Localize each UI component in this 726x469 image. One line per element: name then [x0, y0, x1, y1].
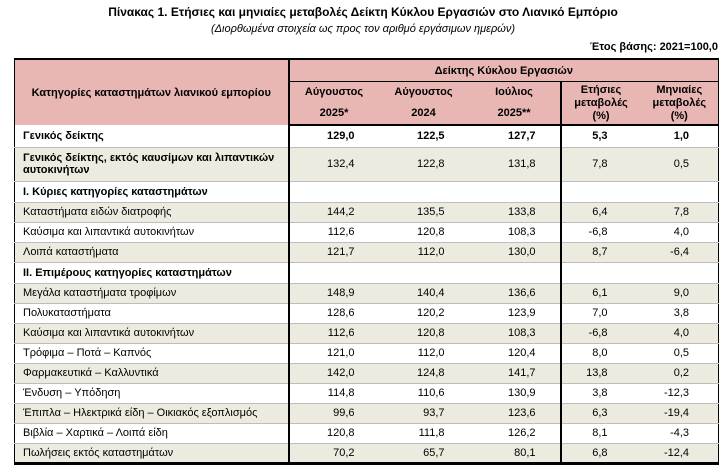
value-cell: -19,4 — [641, 403, 719, 423]
table-body — [15, 125, 719, 463]
column-header-categories: Κατηγορίες καταστημάτων λιανικού εμπορίου — [15, 59, 289, 125]
value-cell: 141,7 — [469, 363, 561, 383]
value-cell: 127,7 — [469, 125, 561, 147]
table-row — [15, 147, 719, 181]
value-cell: 112,6 — [289, 222, 379, 242]
category-cell: Ένδυση – Υπόδηση — [15, 383, 289, 403]
value-cell: 130,0 — [469, 242, 561, 262]
value-cell: 136,6 — [469, 283, 561, 303]
value-cell: 140,4 — [379, 283, 469, 303]
table-row — [15, 323, 719, 343]
value-cell: 131,8 — [469, 147, 561, 181]
value-cell: -12,3 — [641, 383, 719, 403]
value-cell: 3,8 — [561, 383, 641, 403]
column-header-line: (%) — [670, 109, 688, 122]
value-cell: 112,6 — [289, 323, 379, 343]
category-cell: Βιβλία – Χαρτικά – Λοιπά είδη — [15, 423, 289, 443]
value-cell: 4,0 — [641, 323, 719, 343]
value-cell: -6,8 — [561, 222, 641, 242]
value-cell: 120,8 — [379, 222, 469, 242]
section-row — [15, 262, 719, 283]
value-cell: 133,8 — [469, 202, 561, 222]
column-header-aug-2024 — [379, 82, 469, 126]
value-cell: 108,3 — [469, 323, 561, 343]
value-cell: 122,5 — [379, 125, 469, 147]
table-row — [15, 423, 719, 443]
value-cell: 6,8 — [561, 443, 641, 463]
category-cell: Ι. Κύριες κατηγορίες καταστημάτων — [15, 181, 289, 202]
value-cell: 148,9 — [289, 283, 379, 303]
column-group-header-turnover-index: Δείκτης Κύκλου Εργασιών — [289, 59, 719, 82]
value-cell: 0,5 — [641, 147, 719, 181]
value-cell: 144,2 — [289, 202, 379, 222]
value-cell: 120,4 — [469, 343, 561, 363]
value-cell: 128,6 — [289, 303, 379, 323]
value-cell — [379, 181, 469, 202]
table-row — [15, 303, 719, 323]
column-header-line: 2024 — [411, 107, 436, 119]
category-cell: Φαρμακευτικά – Καλλυντικά — [15, 363, 289, 383]
value-cell: 123,6 — [469, 403, 561, 423]
value-cell — [289, 181, 379, 202]
category-cell: Μεγάλα καταστήματα τροφίμων — [15, 283, 289, 303]
value-cell — [641, 181, 719, 202]
table-row — [15, 383, 719, 403]
value-cell: 129,0 — [289, 125, 379, 147]
column-header-line: (%) — [592, 109, 610, 122]
value-cell: 3,8 — [641, 303, 719, 323]
value-cell: 121,0 — [289, 343, 379, 363]
value-cell — [289, 262, 379, 283]
column-header-line: Αύγουστος — [304, 86, 364, 98]
column-header-line: Αύγουστος — [394, 86, 453, 98]
value-cell: 13,8 — [561, 363, 641, 383]
header-group-row — [15, 59, 719, 82]
category-cell: Πολυκαταστήματα — [15, 303, 289, 323]
column-header-monthly-change — [641, 82, 719, 126]
table-row — [15, 242, 719, 262]
table-row — [15, 202, 719, 222]
column-header-aug-2025 — [289, 82, 379, 126]
value-cell: -12,4 — [641, 443, 719, 463]
value-cell: -6,4 — [641, 242, 719, 262]
value-cell: 8,1 — [561, 423, 641, 443]
value-cell: 65,7 — [379, 443, 469, 463]
table-row — [15, 443, 719, 463]
value-cell — [469, 262, 561, 283]
value-cell: 7,8 — [641, 202, 719, 222]
value-cell: 120,8 — [379, 323, 469, 343]
retail-turnover-table — [14, 58, 719, 465]
table-row — [15, 363, 719, 383]
value-cell: 132,4 — [289, 147, 379, 181]
value-cell: 0,2 — [641, 363, 719, 383]
value-cell: 130,9 — [469, 383, 561, 403]
value-cell: 122,8 — [379, 147, 469, 181]
value-cell — [469, 181, 561, 202]
value-cell: 8,0 — [561, 343, 641, 363]
value-cell: 135,5 — [379, 202, 469, 222]
value-cell: 6,4 — [561, 202, 641, 222]
value-cell: 124,8 — [379, 363, 469, 383]
category-cell: Γενικός δείκτης — [15, 125, 289, 147]
value-cell: 120,8 — [289, 423, 379, 443]
value-cell: 126,2 — [469, 423, 561, 443]
value-cell: 114,8 — [289, 383, 379, 403]
page-title: Πίνακας 1. Ετήσιες και μηνιαίες μεταβολές Δείκτη Κύκλου Εργασιών στο Λιανικό Εμπόριο — [108, 5, 618, 19]
category-cell: ΙΙ. Επιμέρους κατηγορίες καταστημάτων — [15, 262, 289, 283]
value-cell: 7,0 — [561, 303, 641, 323]
value-cell — [561, 181, 641, 202]
table-header — [15, 59, 719, 125]
category-cell: Τρόφιμα – Ποτά – Καπνός — [15, 343, 289, 363]
category-cell: Έπιπλα – Ηλεκτρικά είδη – Οικιακός εξοπλισμός — [15, 403, 289, 423]
column-header-line: 2025* — [319, 107, 349, 119]
value-cell: 112,0 — [379, 343, 469, 363]
value-cell: 99,6 — [289, 403, 379, 423]
value-cell — [379, 262, 469, 283]
value-cell: 0,5 — [641, 343, 719, 363]
value-cell — [561, 262, 641, 283]
column-header-line: Μηνιαίες — [656, 83, 703, 96]
value-cell: 111,8 — [379, 423, 469, 443]
value-cell: 7,8 — [561, 147, 641, 181]
value-cell: 9,0 — [641, 283, 719, 303]
value-cell: 120,2 — [379, 303, 469, 323]
value-cell: 1,0 — [641, 125, 719, 147]
table-row — [15, 283, 719, 303]
category-cell: Λοιπά καταστήματα — [15, 242, 289, 262]
value-cell: 123,9 — [469, 303, 561, 323]
category-cell: Καταστήματα ειδών διατροφής — [15, 202, 289, 222]
column-header-line: Ιούλιος — [495, 86, 533, 98]
column-header-line: μεταβολές — [652, 96, 707, 109]
table-row — [15, 343, 719, 363]
table-row — [15, 125, 719, 147]
page-subtitle: (Διορθωμένα στοιχεία ως προς τον αριθμό εργάσιμων ημερών) — [210, 23, 515, 35]
value-cell: 142,0 — [289, 363, 379, 383]
value-cell: 6,1 — [561, 283, 641, 303]
value-cell — [641, 262, 719, 283]
column-header-line: Ετήσιες — [580, 83, 622, 96]
value-cell: 112,0 — [379, 242, 469, 262]
value-cell: 108,3 — [469, 222, 561, 242]
table-row — [15, 403, 719, 423]
value-cell: 80,1 — [469, 443, 561, 463]
column-header-line: μεταβολές — [574, 96, 628, 109]
value-cell: 8,7 — [561, 242, 641, 262]
value-cell: 5,3 — [561, 125, 641, 147]
value-cell: 6,3 — [561, 403, 641, 423]
value-cell: 70,2 — [289, 443, 379, 463]
category-cell: Γενικός δείκτης, εκτός καυσίμων και λιπαντικών αυτοκινήτων — [15, 147, 289, 181]
value-cell: 4,0 — [641, 222, 719, 242]
table-row — [15, 222, 719, 242]
category-cell: Καύσιμα και λιπαντικά αυτοκινήτων — [15, 222, 289, 242]
value-cell: 110,6 — [379, 383, 469, 403]
section-row — [15, 181, 719, 202]
category-cell: Καύσιμα και λιπαντικά αυτοκινήτων — [15, 323, 289, 343]
column-header-jul-2025 — [469, 82, 561, 126]
base-year-note: Έτος βάσης: 2021=100,0 — [589, 41, 718, 53]
value-cell: -6,8 — [561, 323, 641, 343]
value-cell: 121,7 — [289, 242, 379, 262]
category-cell: Πωλήσεις εκτός καταστημάτων — [15, 443, 289, 463]
column-header-annual-change — [561, 82, 641, 126]
value-cell: -4,3 — [641, 423, 719, 443]
value-cell: 93,7 — [379, 403, 469, 423]
column-header-line: 2025** — [497, 107, 531, 119]
